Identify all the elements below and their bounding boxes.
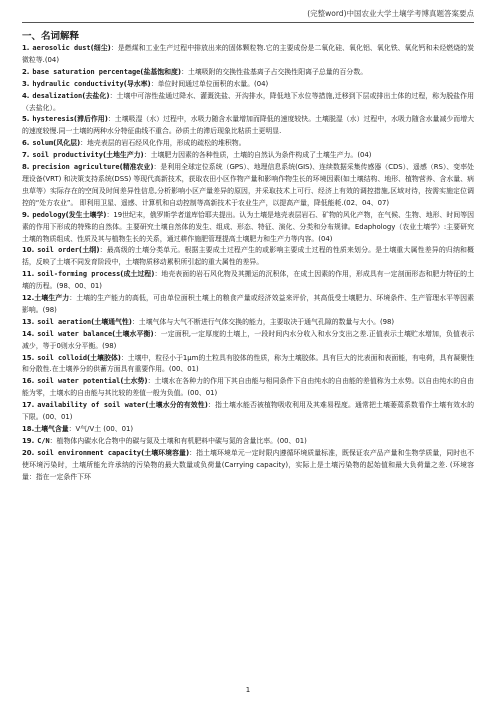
entry-definition: ：最高级的土壤分类单元。根据主要成土过程产生的或影响主要成土过程的性质来划分。是土壤重大属性差异的归纳和概括，反映了土壤不同发育阶段中，土壤物质移动累积所引起的重大属性的差异。 (22, 246, 474, 267)
entry-definition: ：土壤吸附的交换性盐基离子占交换性阳离子总量的百分数。 (181, 67, 368, 76)
entry-number: 5. (22, 115, 30, 124)
entry-definition: ：植物体内碳水化合物中的碳与氮及土壤和有机肥料中碳与氮的含量比率。(00、01) (49, 436, 307, 445)
entry-number: 17. (22, 401, 35, 410)
glossary-entry (22, 376, 474, 400)
glossary-entry (22, 79, 474, 91)
entry-definition: ：V气/V土 (00、01) (68, 425, 134, 433)
entry-term: precision agriculture (32, 163, 120, 172)
glossary-entry (22, 245, 474, 269)
glossary-entry (22, 162, 474, 210)
entry-definition: ：土壤的生产能力的高低，可由单位面积土壤上的粮食产量或经济效益来评价，其高低受土壤肥力、环境条件、生产管理水平等因素影响。(98) (22, 294, 475, 314)
glossary-entry (22, 424, 474, 436)
entry-number: 6. (22, 139, 30, 148)
entry-chinese-term: (土壤胶体) (87, 353, 121, 362)
entry-chinese-term: (土壤环境容量) (141, 448, 190, 457)
entry-number: 19. (22, 436, 35, 445)
entry-term: aerosolic dust (32, 44, 91, 52)
entry-term: availability of soil water (37, 401, 146, 410)
entry-term: hysteresis (32, 115, 74, 124)
glossary-entry (22, 353, 474, 377)
glossary-entry (22, 400, 474, 424)
entry-number: 3. (22, 79, 30, 88)
entry-term: soil colloid (37, 353, 88, 362)
glossary-list (22, 43, 474, 484)
entry-chinese-term: (盐基饱和度) (140, 67, 182, 76)
entry-definition: ：是利用全球定位系统（GPS）、地理信息系统(GIS)、连续数据采集传感器（CDS）、遥感（RS）、变率处理设备(VRT) 和决策支持系统(DSS) 等现代高新技术，获取农田小区作物产量和影响作物生长的环境因素(如土壤结构、地形、植物营养、含水量、病虫草等）实际存在的空间及时间差异性信息,分析影响小区产量差异的原因，并采取技术上可行、经济上有效的调控措施,区域对待，按需实施定位调控的“处方农业”。 即利用卫星、遥感、计算机和自动控制等高新技术于农业生产，以提高产量，降低能耗.(02、04、07) (22, 163, 474, 207)
entry-number: 18. (22, 425, 35, 433)
entry-chinese-term: (土地生产力) (102, 151, 144, 160)
glossary-entry (22, 150, 474, 162)
glossary-entry (22, 436, 474, 448)
entry-term: pedology (32, 210, 66, 219)
entry-definition: ：土壤中，粒径小于1μm的土粒具有胶体的性质，称为土壤胶体。具有巨大的比表面和表面能，有电荷，具有凝聚性和分散性.在土壤养分的供蓄方面具有重要作用。(00、01) (22, 353, 475, 374)
entry-chinese-term: (精准农业) (119, 163, 154, 172)
entry-number: 4. (22, 91, 30, 100)
entry-definition: ：土壤肥力因素的各种性质，土壤的自然认为条件构成了土壤生产力。(04) (143, 151, 372, 160)
entry-chinese-term: (土壤通气性) (91, 317, 132, 326)
entry-definition: ：地壳表面的岩石风化物及其搬运的沉积体，在成土因素的作用，形成具有一定剖面形态和肥力特征的土壤的历程。(98、00、01) (22, 270, 474, 291)
glossary-entry (22, 293, 474, 317)
entry-chinese-term: (风化层) (53, 139, 81, 148)
glossary-entry (22, 43, 474, 67)
entry-chinese-term: (土壤水平衡) (112, 329, 154, 338)
entry-number: 13. (22, 317, 35, 326)
entry-term: C/N (37, 436, 50, 445)
entry-number: 9. (22, 210, 30, 219)
glossary-entry (22, 448, 474, 484)
entry-term: solum (32, 139, 54, 148)
entry-term: soil-forming process (37, 270, 121, 279)
glossary-entry (22, 138, 474, 150)
entry-chinese-term: (发生土壤学) (65, 210, 107, 219)
entry-term: soil order (37, 246, 79, 255)
entry-chinese-term: (滞后作用) (73, 115, 108, 124)
entry-definition: ：一定面积,一定厚度的土壤上，一段时间内水分收入和水分支出之差.正值表示土壤贮水增加，负值表示减少，等于0则水分平衡。(98) (22, 329, 474, 350)
entry-chinese-term: (去盐化) (82, 91, 110, 100)
glossary-entry (22, 210, 474, 246)
entry-definition: ：指土壤环境单元一定时限内遵循环境质量标准，既保证农产品产量和生物学质量，同时也不使环境污染时，土壤所能允许承纳的污染物的最大数量或负荷量(Carrying capacity)，实际上是土壤污染物的起始值和最大负荷量之差. (环境容量：指在一定条件下环 (22, 448, 474, 481)
entry-definition: ：土壤中可溶性盐通过降水、灌溉洗盐、开沟排水，降低地下水位等措施,迁移到下层或排出土体的过程，称为脱盐作用（去盐化）。 (22, 91, 474, 112)
entry-number: 20. (22, 448, 35, 457)
entry-chinese-term: 土壤气含量 (34, 425, 69, 433)
entry-definition: ：地壳表层的岩石经风化作用，形成的疏松的堆积物。 (80, 139, 246, 148)
entry-definition: ：指土壤水能否被植物吸收利用及其难易程度。通常把土壤萎蔫系数看作土壤有效水的下限。(00、01) (22, 401, 474, 422)
entry-chinese-term: (土水势) (120, 377, 148, 386)
entry-definition: ：土壤水在各种力的作用下其自由能与相同条件下自由纯水的自由能的差值称为土水势。以自由纯水的自由能为零，土壤水的自由能与其比较的差值一般为负值。(00、01) (22, 377, 474, 398)
entry-definition: ：单位时间通过单位面积的水量。(04) (150, 79, 269, 88)
entry-term: soil productivity (32, 151, 103, 160)
entry-term: soil environment capacity (37, 448, 142, 457)
entry-number: 14. (22, 329, 35, 338)
entry-number: 7. (22, 151, 30, 160)
document-header: (完整word)中国农业大学土壤学考博真题答案要点 (307, 9, 474, 18)
entry-number: 12. (22, 294, 35, 303)
glossary-entry (22, 329, 474, 353)
entry-term: soil aeration (37, 317, 92, 326)
entry-number: 10. (22, 246, 35, 255)
entry-number: 16. (22, 377, 35, 386)
entry-term: soil water potential (37, 377, 121, 386)
entry-chinese-term: (土纲) (78, 246, 100, 255)
entry-number: 11. (22, 270, 35, 279)
entry-term: soil water balance (37, 329, 113, 338)
entry-chinese-term: (成土过程) (120, 270, 155, 279)
entry-chinese-term: (导水率) (123, 79, 151, 88)
glossary-entry (22, 114, 474, 138)
entry-number: 1. (22, 44, 30, 52)
glossary-entry (22, 91, 474, 115)
header-divider (22, 22, 474, 23)
page-number: 1 (245, 686, 251, 694)
glossary-entry (22, 269, 474, 293)
entry-chinese-term: (细尘) (90, 44, 111, 52)
entry-definition: ：19世纪末，俄罗斯学者道库恰耶夫提出。认为土壤是地壳表层岩石、矿物的风化产物，在气候、生物、地形、时间等因素的作用下形成的特殊的自然体。主要研究土壤自然体的发生、组成、形态、特征、演化、分类和分布规律。Edaphology（农业土壤学）:主要研究土壤的物质组成、性质及其与植物生长的关系，通过耕作施肥管理提高土壤肥力和生产力等内容。(04) (22, 210, 474, 243)
entry-number: 2. (22, 67, 30, 76)
entry-term: base saturation percentage (32, 67, 141, 76)
entry-term: hydraulic conductivity (32, 79, 124, 88)
entry-number: 8. (22, 163, 30, 172)
glossary-entry (22, 317, 474, 329)
section-title: 一、名词解释 (22, 31, 80, 42)
entry-chinese-term: (土壤水分的有效性) (145, 401, 208, 410)
entry-number: 15. (22, 353, 35, 362)
entry-definition: ：土壤气体与大气不断进行气体交换的能力，主要取决于通气孔隙的数量与大小。(98) (131, 317, 395, 326)
glossary-entry (22, 67, 474, 79)
entry-chinese-term: 土壤生产力 (34, 294, 70, 303)
entry-definition: ：土壤吸湿（水）过程中，水吸力随含水量增加而降低的速度较快。土壤脱湿（水）过程中，水吸力随含水量减少而增大的速度较慢.同一土壤的两种水分特征曲线不重合。砂质土的滞后现象比粘质土更明显. (22, 115, 474, 136)
entry-term: desalization (32, 91, 83, 100)
entry-definition: ：是燃煤和工业生产过程中排放出来的固体颗粒物.它的主要成份是二氧化硅、氧化铝、氧化铁、氧化钙和未烃燃烧的炭微粒等.(04) (22, 44, 474, 64)
